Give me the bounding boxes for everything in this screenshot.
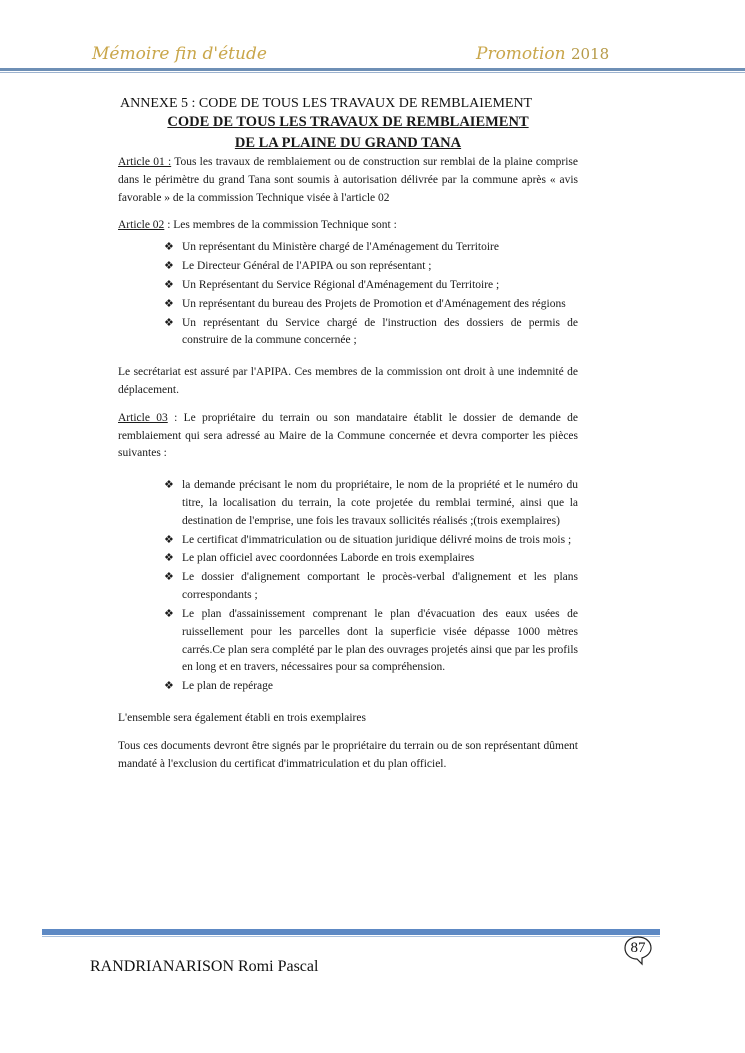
- author-name: RANDRIANARISON Romi Pascal: [90, 958, 319, 975]
- diamond-bullet-icon: ❖: [164, 680, 174, 693]
- diamond-bullet-icon: ❖: [164, 571, 174, 584]
- list-item: ❖ Le certificat d'immatriculation ou de situation juridique délivré moins de trois mois ;: [164, 532, 578, 550]
- header-rule-thin: [0, 72, 745, 73]
- list-item: ❖ Le plan officiel avec coordonnées Laborde en trois exemplaires: [164, 550, 578, 568]
- article-03-label: Article 03: [118, 411, 168, 424]
- list-item: ❖ Le plan d'assainissement comprenant le plan d'évacuation des eaux usées de ruissellement pour les parcelles dont la superficie visée dépasse 1000 mètres carrés.Ce plan sera complété par le plan des ouvrages projetés ainsi que par les profils en long et en travers, nécessaires pour sa compréhension.: [164, 607, 578, 674]
- footer-rule-thin: [42, 936, 660, 937]
- article-01-label: Article 01 :: [118, 156, 172, 169]
- header-year: 2018: [571, 45, 610, 63]
- list-item: ❖ Un Représentant du Service Régional d'Aménagement du Territoire ;: [164, 277, 578, 295]
- article-02: [118, 217, 578, 235]
- header-promotion-label: Promotion: [476, 44, 566, 64]
- ensemble-paragraph: L'ensemble sera également établi en trois exemplaires: [118, 711, 366, 724]
- list-item: ❖ Un représentant du Service chargé de l'instruction des dossiers de permis de construire de la commune concernée ;: [164, 316, 578, 347]
- required-documents-list: [164, 477, 578, 696]
- diamond-bullet-icon: ❖: [164, 278, 174, 291]
- doc-title-line1: CODE DE TOUS LES TRAVAUX DE REMBLAIEMENT: [167, 114, 529, 130]
- annex-title: ANNEXE 5 : CODE DE TOUS LES TRAVAUX DE REMBLAIEMENT: [120, 96, 533, 111]
- article-03: [118, 410, 578, 463]
- diamond-bullet-icon: ❖: [164, 241, 174, 254]
- list-item: ❖ Un représentant du Ministère chargé de l'Aménagement du Territoire: [164, 239, 578, 257]
- diamond-bullet-icon: ❖: [164, 533, 174, 546]
- page-number-badge: [622, 934, 654, 964]
- list-item: ❖ Le plan de repérage: [164, 678, 578, 696]
- commission-members-list: [164, 239, 578, 350]
- diamond-bullet-icon: ❖: [164, 607, 174, 620]
- list-item: ❖ Le Directeur Général de l'APIPA ou son représentant ;: [164, 258, 578, 276]
- list-item: ❖ Un représentant du bureau des Projets de Promotion et d'Aménagement des régions: [164, 296, 578, 314]
- diamond-bullet-icon: ❖: [164, 297, 174, 310]
- footer-rule: [42, 929, 660, 935]
- header-rule: [0, 68, 745, 71]
- article-02-text: : Les membres de la commission Technique sont :: [167, 219, 397, 232]
- diamond-bullet-icon: ❖: [164, 316, 174, 329]
- list-item: ❖ la demande précisant le nom du propriétaire, le nom de la propriété et le numéro du titre, la localisation du terrain, la cote projetée du remblai terminé, ainsi que la destination de l'emprise, une fois les travaux sollicités réalisés ;(trois exemplaires): [164, 479, 578, 527]
- diamond-bullet-icon: ❖: [164, 479, 174, 492]
- diamond-bullet-icon: ❖: [164, 552, 174, 565]
- header-right-title: [476, 44, 609, 64]
- secretariat-paragraph: Le secrétariat est assuré par l'APIPA. Ces membres de la commission ont droit à une indemnité de déplacement.: [118, 366, 578, 396]
- article-01: [118, 154, 578, 207]
- list-item: ❖ Le dossier d'alignement comportant le procès-verbal d'alignement et les plans correspondants ;: [164, 571, 578, 602]
- article-01-text: Tous les travaux de remblaiement ou de construction sur remblai de la plaine comprise dans le périmètre du grand Tana sont soumis à autorisation délivrée par la commune après « avis favorable » de la commission Technique visée à l'article 02: [118, 156, 578, 204]
- article-02-label: Article 02: [118, 219, 165, 232]
- page-number: 87: [630, 940, 646, 956]
- diamond-bullet-icon: ❖: [164, 260, 174, 273]
- article-03-text: : Le propriétaire du terrain ou son mandataire établit le dossier de demande de remblaiement qui sera adressé au Maire de la Commune concernée et devra comporter les pièces suivantes :: [118, 411, 578, 460]
- scanned-document: [118, 112, 578, 773]
- doc-title-line2: DE LA PLAINE DU GRAND TANA: [234, 135, 462, 152]
- header-left-title: Mémoire fin d'étude: [92, 44, 267, 64]
- closing-paragraph: Tous ces documents devront être signés par le propriétaire du terrain ou de son représentant dûment mandaté à l'exclusion du certificat d'immatriculation et du plan officiel.: [118, 739, 578, 770]
